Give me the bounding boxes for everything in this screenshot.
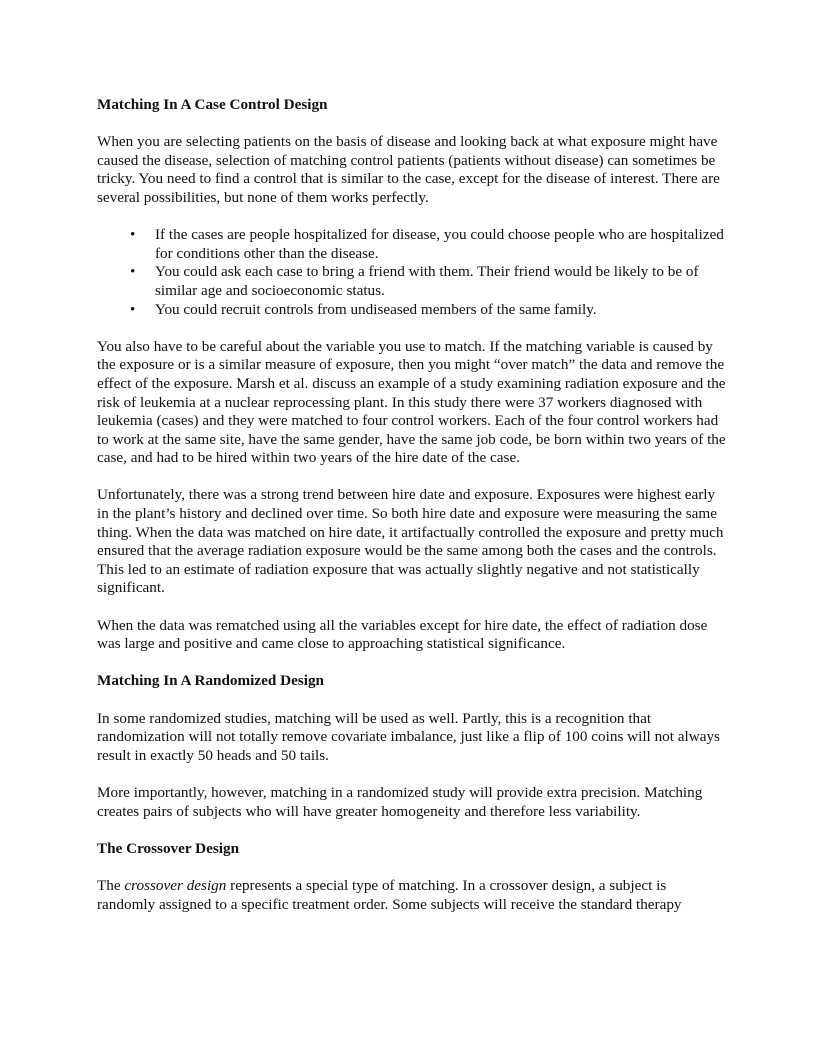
crossover-rest-text: represents a special type of matching. In a crossover design, a subject is randomly assigned to a specific treatment order. Some subjects will receive the standard therapy (97, 876, 682, 913)
paragraph-crossover-intro (97, 877, 727, 914)
crossover-term: crossover design (124, 876, 227, 894)
document-page (97, 96, 727, 914)
section-heading-crossover: The Crossover Design (97, 839, 240, 857)
list-item: • You could ask each case to bring a friend with them. Their friend would be likely to be of similar age and socioeconomic status. (97, 263, 727, 300)
paragraph-overmatching: You also have to be careful about the variable you use to match. If the matching variable is caused by the exposure or is a similar measure of exposure, then you might “over match” the data and remove the effect of the exposure. Marsh et al. discuss an example of a study examining radiation exposure and the risk of leukemia at a nuclear reprocessing plant. In this study there were 37 workers diagnosed with leukemia (cases) and they were matched to four control workers. Each of the four control workers had to work at the same site, have the same gender, have the same job code, be born within two years of the case, and had to be hired within two years of the hire date of the case. (97, 337, 726, 467)
paragraph-case-control-intro: When you are selecting patients on the basis of disease and looking back at what exposure might have caused the disease, selection of matching control patients (patients without disease) can sometimes be tricky. You need to find a control that is similar to the case, except for the disease of interest. There are several possibilities, but none of them works perfectly. (97, 133, 720, 206)
list-item: • You could recruit controls from undiseased members of the same family. (97, 301, 727, 320)
crossover-lead-text: The (97, 876, 125, 894)
paragraph-randomized-intro: In some randomized studies, matching will be used as well. Partly, this is a recognition that randomization will not totally remove covariate imbalance, just like a flip of 100 coins will not always result in exactly 50 heads and 50 tails. (97, 709, 720, 764)
list-item: • If the cases are people hospitalized for disease, you could choose people who are hospitalized for conditions other than the disease. (97, 226, 727, 263)
section-heading-case-control: Matching In A Case Control Design (97, 96, 328, 113)
bullet-list-control-options (97, 226, 727, 319)
section-heading-randomized: Matching In A Randomized Design (97, 672, 324, 690)
paragraph-rematched: When the data was rematched using all the variables except for hire date, the effect of radiation dose was large and positive and came close to approaching statistical significance. (97, 616, 708, 653)
paragraph-hire-date-trend: Unfortunately, there was a strong trend between hire date and exposure. Exposures were highest early in the plant’s history and declined over time. So both hire date and exposure were measuring the same thing. When the data was matched on hire date, it artifactually controlled the exposure and pretty much ensured that the average radiation exposure would be the same among both the cases and the controls. This led to an estimate of radiation exposure that was actually slightly negative and not statistically significant. (97, 486, 724, 597)
paragraph-randomized-precision: More importantly, however, matching in a randomized study will provide extra precision. Matching creates pairs of subjects who will have greater homogeneity and therefore less variability. (97, 783, 703, 820)
